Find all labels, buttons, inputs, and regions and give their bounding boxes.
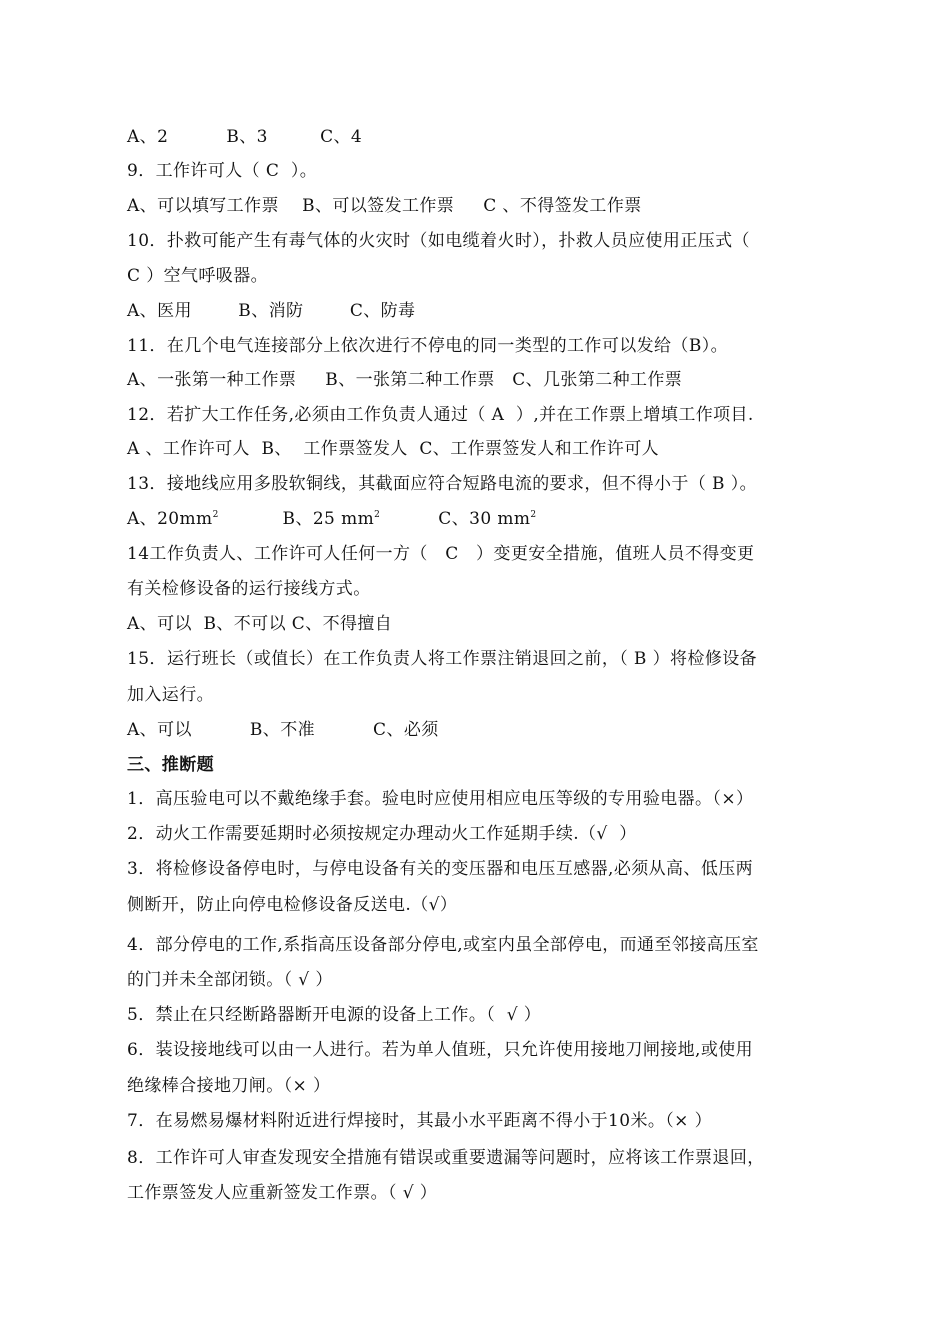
question-line: 加入运行。: [127, 685, 214, 705]
judgement-line: 8．工作许可人审查发现安全措施有错误或重要遗漏等问题时，应将该工作票退回，: [127, 1148, 765, 1168]
section-heading: 三、推断题: [127, 755, 214, 775]
superscript-2: 2: [212, 510, 219, 520]
judgement-line: 绝缘棒合接地刀闸。（× ）: [127, 1076, 331, 1096]
question-line: 15．运行班长（或值长）在工作负责人将工作票注销退回之前，（ B ）将检修设备: [127, 649, 758, 669]
judgement-line: 7．在易燃易爆材料附近进行焊接时，其最小水平距离不得小于10米。（× ）: [127, 1111, 712, 1131]
question-line: 10．扑救可能产生有毒气体的火灾时（如电缆着火时），扑救人员应使用正压式（: [127, 231, 750, 251]
question-line: C ）空气呼吸器。: [127, 266, 269, 286]
question-line: 11．在几个电气连接部分上依次进行不停电的同一类型的工作可以发给（B）。: [127, 336, 729, 356]
option-line: A、一张第一种工作票 B、一张第二种工作票 C、几张第二种工作票: [127, 370, 683, 390]
question-line: 14工作负责人、工作许可人任何一方（ C ）变更安全措施，值班人员不得变更: [127, 544, 755, 564]
judgement-line: 的门并未全部闭锁。（ √ ）: [127, 970, 333, 990]
option-line: A 、工作许可人 B、 工作票签发人 C、工作票签发人和工作许可人: [127, 439, 660, 459]
judgement-line: 3．将检修设备停电时，与停电设备有关的变压器和电压互感器,必须从高、低压两: [127, 859, 754, 879]
option-line: [127, 508, 847, 530]
question-line: 13．接地线应用多股软铜线，其截面应符合短路电流的要求，但不得小于（ B ）。: [127, 474, 758, 494]
judgement-line: 2．动火工作需要延期时必须按规定办理动火工作延期手续.（√ ）: [127, 824, 637, 844]
option-line: A、可以 B、不准 C、必须: [127, 720, 439, 740]
option-c: C、30 mm: [380, 509, 531, 529]
question-line: 12．若扩大工作任务,必须由工作负责人通过（ A ）,并在工作票上增填工作项目.: [127, 405, 754, 425]
question-line: 有关检修设备的运行接线方式。: [127, 579, 371, 599]
option-line: A、可以 B、不可以 C、不得擅自: [127, 614, 393, 634]
judgement-line: 侧断开，防止向停电检修设备反送电.（√）: [127, 895, 458, 915]
option-b: B、25 mm: [218, 509, 375, 529]
judgement-line: 工作票签发人应重新签发工作票。（ √ ）: [127, 1183, 438, 1203]
option-line: A、医用 B、消防 C、防毒: [127, 301, 416, 321]
judgement-line: 6．装设接地线可以由一人进行。若为单人值班，只允许使用接地刀闸接地,或使用: [127, 1040, 754, 1060]
option-line: A、可以填写工作票 B、可以签发工作票 C 、不得签发工作票: [127, 196, 642, 216]
judgement-line: 4．部分停电的工作,系指高压设备部分停电,或室内虽全部停电，而通至邻接高压室: [127, 935, 759, 955]
judgement-line: 1．高压验电可以不戴绝缘手套。验电时应使用相应电压等级的专用验电器。（×）: [127, 789, 754, 809]
superscript-2: 2: [374, 510, 381, 520]
judgement-line: 5．禁止在只经断路器断开电源的设备上工作。（ √ ）: [127, 1005, 542, 1025]
option-line: A、2 B、3 C、4: [127, 127, 363, 147]
option-a: A、20mm: [127, 509, 213, 529]
question-line: 9．工作许可人（ C ）。: [127, 161, 318, 181]
superscript-2: 2: [530, 510, 537, 520]
